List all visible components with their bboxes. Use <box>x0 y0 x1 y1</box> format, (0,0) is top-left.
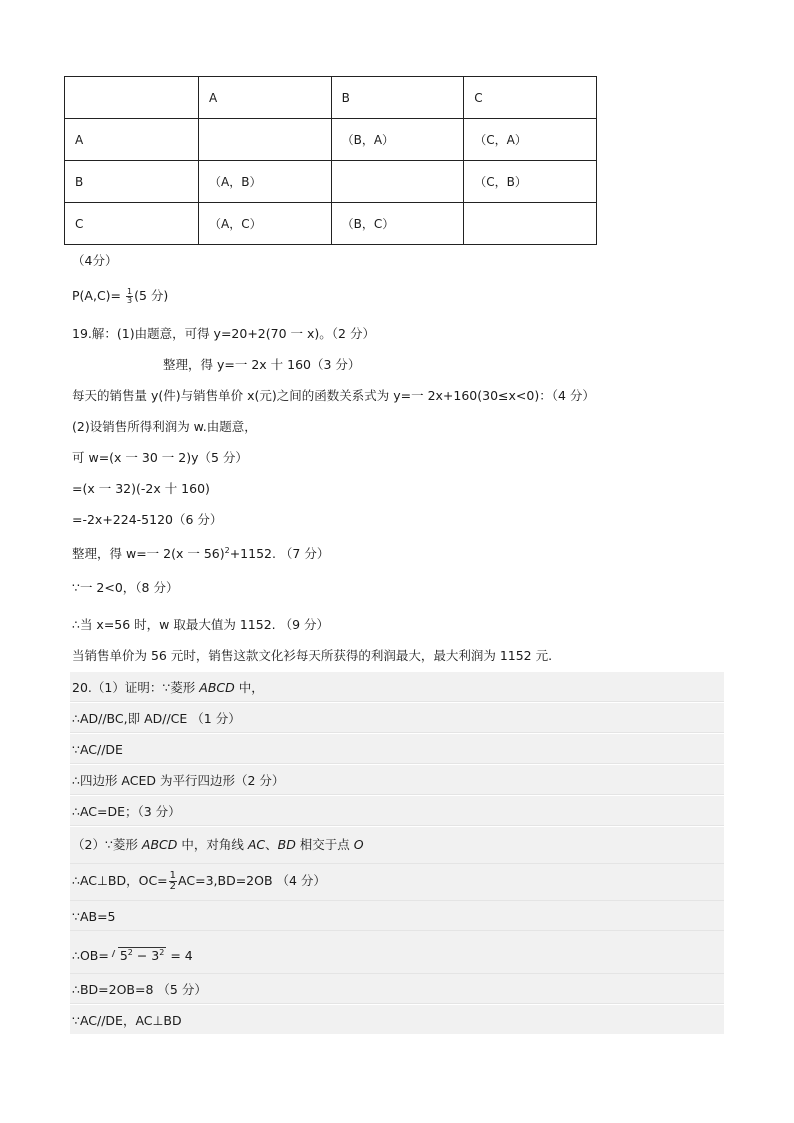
table-cell <box>65 77 199 119</box>
q20-line-4: ∴四边形 ACED 为平行四边形（2 分） <box>72 773 285 788</box>
probability-line: P(A,C)= $\frac{1}{3}$ (5 分) <box>72 287 169 305</box>
outcome-table <box>64 76 597 245</box>
table-cell <box>464 203 597 245</box>
table-cell: C <box>464 77 597 119</box>
table-cell: （C，B） <box>464 161 597 203</box>
table-cell: （B，A） <box>331 119 464 161</box>
q20-line-2: ∴AD//BC,即 AD//CE （1 分） <box>72 711 241 726</box>
fraction-one-third: $\frac{1}{3}$ <box>127 287 133 305</box>
table-row <box>65 161 597 203</box>
q19-line-6: =(x 一 32)(-2x 十 160) <box>72 481 210 496</box>
fraction-one-half: $\frac{1}{2}$ <box>169 870 177 892</box>
table-cell <box>331 161 464 203</box>
q20-line-11: ∵AC//DE，AC⊥BD <box>72 1013 182 1028</box>
q19-conclusion: 当销售单价为 56 元时，销售这款文化衫每天所获得的利润最大，最大利润为 1152 元. <box>72 648 553 663</box>
q19-line-4: (2)设销售所得利润为 w.由题意， <box>72 419 257 434</box>
table-cell <box>199 119 332 161</box>
q20-line-10: ∴BD=2OB=8 （5 分） <box>72 982 207 997</box>
table-cell: （B，C） <box>331 203 464 245</box>
score-note: （4分） <box>72 253 118 268</box>
q20-line-7: ∴AC⊥BD，OC= $\frac{1}{2}$ AC=3,BD=2OB （4 分） <box>72 870 326 892</box>
shade-row <box>70 901 724 931</box>
q19-line-3: 每天的销售量 y(件)与销售单价 x(元)之间的函数关系式为 y=一 2x+160(30≤x<0)：（4 分） <box>72 388 595 403</box>
q20-line-8: ∵AB=5 <box>72 909 116 924</box>
table-cell: A <box>65 119 199 161</box>
q20-line-1: 20.（1）证明：∵菱形 ABCD 中， <box>72 680 264 695</box>
q19-line-1: 19.解：(1)由题意，可得 y=20+2(70 一 x)。（2 分） <box>72 326 375 341</box>
shade-row <box>70 734 724 764</box>
q20-line-3: ∵AC//DE <box>72 742 123 757</box>
table-cell: （A，B） <box>199 161 332 203</box>
table-row <box>65 203 597 245</box>
q20-line-5: ∴AC=DE；（3 分） <box>72 804 181 819</box>
q19-line-9: ∵一 2<0，（8 分） <box>72 580 179 595</box>
q19-line-8: 整理，得 w=一 2(x 一 56)$^2$+1152. （7 分） <box>72 546 330 562</box>
q19-line-2: 整理，得 y=一 2x 十 160（3 分） <box>163 357 361 372</box>
table-cell: B <box>331 77 464 119</box>
q20-line-6: （2）∵菱形 ABCD 中，对角线 AC、BD 相交于点 O <box>72 837 364 852</box>
q19-line-5: 可 w=(x 一 30 一 2)y（5 分） <box>72 450 248 465</box>
table-row <box>65 119 597 161</box>
table-header-row <box>65 77 597 119</box>
table-cell: （C，A） <box>464 119 597 161</box>
q19-line-10: ∴当 x=56 时，w 取最大值为 1152. （9 分） <box>72 617 330 632</box>
table-cell: C <box>65 203 199 245</box>
square-root: $5^2 - 3^2$ <box>109 944 167 965</box>
q20-line-9: ∴OB= $5^2 - 3^2 = 4$ <box>72 944 193 965</box>
table-cell: B <box>65 161 199 203</box>
table-cell: （A，C） <box>199 203 332 245</box>
table-cell: A <box>199 77 332 119</box>
q19-line-7: =-2x+224-5120（6 分） <box>72 512 223 527</box>
